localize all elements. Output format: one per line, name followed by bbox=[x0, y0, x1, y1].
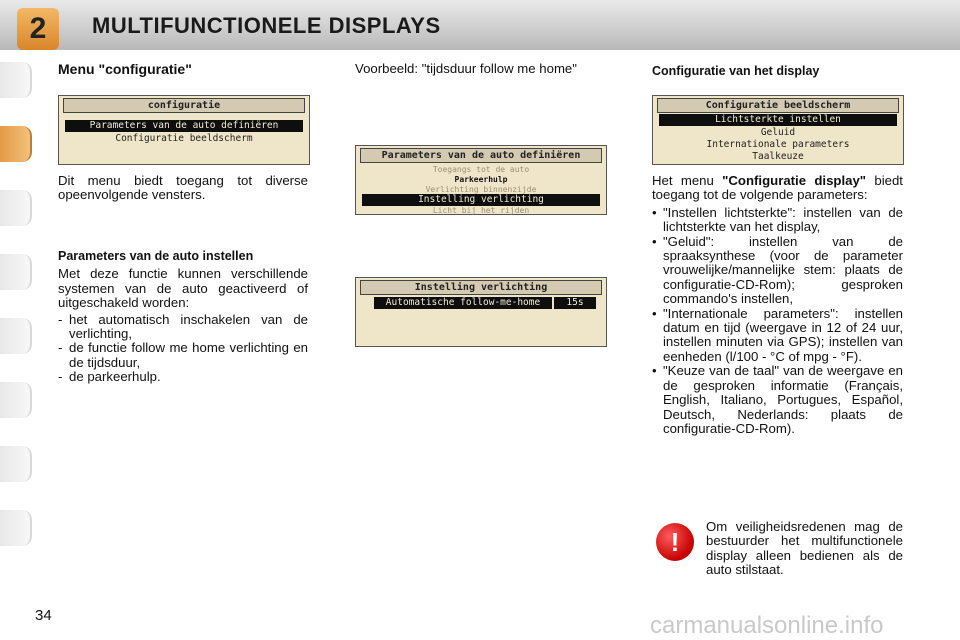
params-section bbox=[58, 249, 308, 385]
list-item bbox=[58, 370, 308, 384]
params-heading: Parameters van de auto instellen bbox=[58, 249, 254, 263]
warning-box bbox=[706, 520, 903, 578]
list-text: "Keuze van de taal" van de weergave en de gesproken informatie (Français, English, Italiano, Portugues, Español, Deutsch, Nederlands: plaats de configuratie-CD-Rom). bbox=[663, 363, 903, 436]
list-item bbox=[652, 364, 903, 436]
list-item bbox=[652, 206, 903, 235]
chapter-tab[interactable] bbox=[0, 510, 32, 546]
warning-icon: ! bbox=[656, 523, 694, 561]
list-item bbox=[652, 307, 903, 365]
display-item: Taalkeuze bbox=[752, 151, 804, 162]
left-column-body bbox=[58, 174, 308, 203]
bullet: • bbox=[652, 204, 657, 220]
chapter-tab[interactable] bbox=[0, 190, 32, 226]
display-selected-item: Parameters van de auto definiëren bbox=[65, 120, 303, 132]
list-dash: - bbox=[58, 340, 63, 356]
display-title: Configuratie beeldscherm bbox=[657, 98, 899, 113]
list-text: "Geluid": instellen van de spraaksynthese (voor de parameter vrouwelijke/mannelijke stem: plaats de configuratie-CD-Rom); gesproken commando's instellen, bbox=[663, 233, 903, 307]
display-title: Instelling verlichting bbox=[360, 280, 602, 295]
display-selected-item: Automatische follow-me-home bbox=[374, 297, 552, 309]
list-item bbox=[652, 235, 903, 307]
list-dash: - bbox=[58, 369, 63, 385]
intro-text: Dit menu biedt toegang tot diverse opeenvolgende vensters. bbox=[58, 173, 308, 203]
display-configuratie bbox=[58, 95, 310, 165]
section-heading: Menu "configuratie" bbox=[58, 61, 192, 77]
list-text: "Internationale parameters": instellen datum en tijd (weergave in 12 of 24 uur, instellen minuten via GPS); instellen van eenheden (l/100 - °C of mpg - °F). bbox=[663, 305, 903, 364]
chapter-tab-active[interactable] bbox=[0, 126, 32, 162]
intro-suffix: biedt toegang tot de volgende parameters: bbox=[652, 173, 903, 203]
chapter-tab[interactable] bbox=[0, 382, 32, 418]
page-number: 34 bbox=[35, 607, 52, 624]
middle-column bbox=[355, 62, 605, 76]
chapter-tab[interactable] bbox=[0, 62, 32, 98]
display-configuratie-beeldscherm bbox=[652, 95, 904, 165]
config-bullets bbox=[652, 206, 903, 437]
display-item: Licht bij het rijden bbox=[432, 206, 530, 215]
list-text: de functie follow me home verlichting en de tijdsduur, bbox=[69, 340, 308, 370]
display-item: Toegangs tot de auto bbox=[432, 165, 530, 174]
intro-bold: "Configuratie display" bbox=[722, 173, 867, 188]
display-instelling-verlichting bbox=[355, 277, 607, 347]
list-text: de parkeerhulp. bbox=[69, 369, 161, 385]
params-text: Met deze functie kunnen verschillende systemen van de auto geactiveerd of uitgeschakeld worden: bbox=[58, 266, 308, 311]
list-text: het automatisch inschakelen van de verlichting, bbox=[69, 311, 308, 342]
display-parameters bbox=[355, 145, 607, 215]
warning-text: Om veiligheidsredenen mag de bestuurder het multifunctionele display alleen bedienen als de auto stilstaat. bbox=[706, 519, 903, 578]
list-item bbox=[58, 341, 308, 370]
display-title: Parameters van de auto definiëren bbox=[360, 148, 602, 163]
watermark: carmanualsonline.info bbox=[650, 612, 884, 639]
display-item: Internationale parameters bbox=[706, 139, 850, 150]
chapter-tabs bbox=[0, 62, 34, 577]
display-item: Verlichting binnenzijde bbox=[425, 185, 537, 194]
display-value: 15s bbox=[554, 297, 596, 309]
left-column bbox=[58, 62, 308, 80]
chapter-tab[interactable] bbox=[0, 446, 32, 482]
list-text: "Instellen lichtsterkte": instellen van de lichtsterkte van het display, bbox=[663, 204, 903, 235]
params-list bbox=[58, 313, 308, 385]
bullet: • bbox=[652, 363, 657, 379]
display-title: configuratie bbox=[63, 98, 305, 113]
chapter-tab[interactable] bbox=[0, 254, 32, 290]
bullet: • bbox=[652, 305, 657, 321]
list-item bbox=[58, 313, 308, 342]
page-title: MULTIFUNCTIONELE DISPLAYS bbox=[92, 13, 441, 38]
display-selected-item: Lichtsterkte instellen bbox=[659, 114, 897, 126]
display-item: Configuratie beeldscherm bbox=[115, 133, 253, 144]
display-item: Geluid bbox=[760, 127, 796, 138]
intro-prefix: Het menu bbox=[652, 173, 714, 188]
chapter-badge: 2 bbox=[17, 8, 59, 50]
display-selected-item: Instelling verlichting bbox=[362, 194, 600, 206]
chapter-tab[interactable] bbox=[0, 318, 32, 354]
right-column bbox=[652, 64, 902, 82]
list-dash: - bbox=[58, 311, 63, 327]
intro-text bbox=[652, 174, 903, 203]
example-text: Voorbeeld: "tijdsduur follow me home" bbox=[355, 61, 577, 76]
display-item: Parkeerhulp bbox=[454, 175, 508, 184]
right-column-body bbox=[652, 174, 903, 436]
bullet: • bbox=[652, 233, 657, 249]
section-heading: Configuratie van het display bbox=[652, 64, 820, 78]
